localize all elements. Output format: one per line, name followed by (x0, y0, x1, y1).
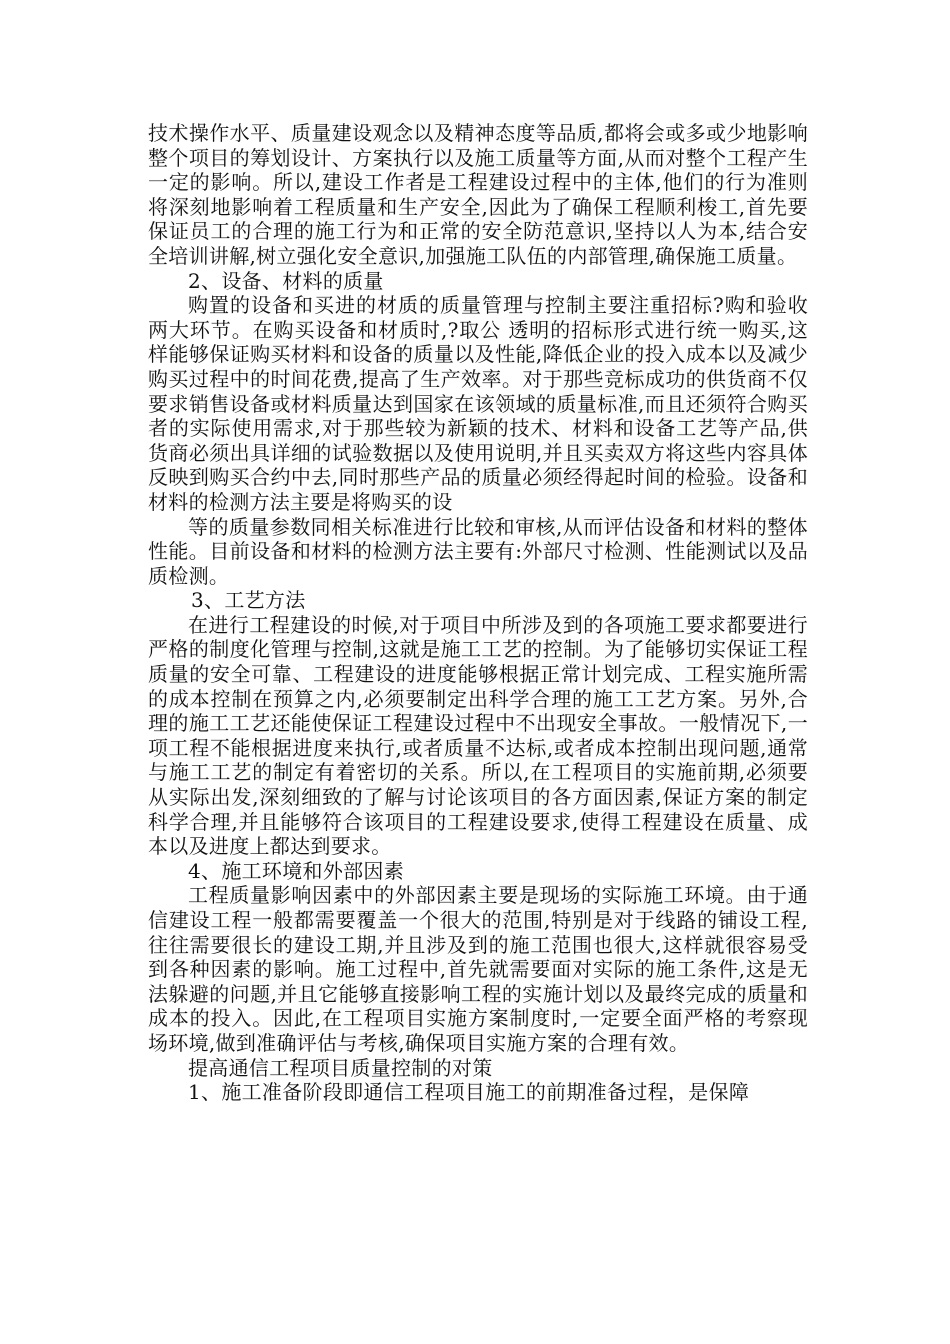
paragraph-procurement: 购置的设备和买进的材质的质量管理与控制主要注重招标?购和验收两大环节。在购买设备和材质时,?取公 透明的招标形式进行统一购买,这样能够保证购买材料和设备的质量以及性能,降低企业的投入成本以及减少购买过程中的时间花费,提高了生产效率。对于那些竞标成功的供货商不仅要求销售设备或材料质量达到国家在该领域的质量标准,而且还须符合购买者的实际使用需求,对于那些较为新颖的技术、材料和设备工艺等产品,供货商必须出具详细的试验数据以及使用说明,并且买卖双方将这些内容具体反映到购买合约中去,同时那些产品的质量必须经得起时间的检验。设备和材料的检测方法主要是将购买的设 (148, 293, 808, 514)
paragraph-inspection-methods: 等的质量参数同相关标准进行比较和审核,从而评估设备和材料的整体性能。目前设备和材料的检测方法主要有:外部尺寸检测、性能测试以及品质检测。 (148, 514, 808, 588)
section-heading-process-methods: 3、工艺方法 (191, 588, 306, 613)
paragraph-preparation-stage: 1、施工准备阶段即通信工程项目施工的前期准备过程，是保障 (188, 1080, 750, 1105)
paragraph-environment-factors: 工程质量影响因素中的外部因素主要是现场的实际施工环境。由于通信建设工程一般都需要覆盖一个很大的范围,特别是对于线路的铺设工程,往往需要很长的建设工期,并且涉及到的施工范围也很大,这样就很容易受到各种因素的影响。施工过程中,首先就需要面对实际的施工条件,这是无法躲避的问题,并且它能够直接影响工程的实施计划以及最终完成的质量和成本的投入。因此,在工程项目实施方案制度时,一定要全面严格的考察现场环境,做到准确评估与考核,确保项目实施方案的合理有效。 (148, 883, 808, 1055)
section-heading-countermeasures: 提高通信工程项目质量控制的对策 (188, 1055, 493, 1080)
document-body (148, 121, 808, 1105)
section-heading-equipment-materials: 2、设备、材料的质量 (188, 268, 384, 293)
paragraph-process-control: 在进行工程建设的时候,对于项目中所涉及到的各项施工要求都要进行严格的制度化管理与控制,这就是施工工艺的控制。为了能够切实保证工程质量的安全可靠、工程建设的进度能够根据正常计划完成、工程实施所需的成本控制在预算之内,必须要制定出科学合理的施工工艺方案。另外,合理的施工工艺还能使保证工程建设过程中不出现安全事故。一般情况下,一项工程不能根据进度来执行,或者质量不达标,或者成本控制出现问题,通常与施工工艺的制定有着密切的关系。所以,在工程项目的实施前期,必须要从实际出发,深刻细致的了解与讨论该项目的各方面因素,保证方案的制定科学合理,并且能够符合该项目的工程建设要求,使得工程建设在质量、成本以及进度上都达到要求。 (148, 612, 808, 859)
paragraph-personnel-quality: 技术操作水平、质量建设观念以及精神态度等品质,都将会或多或少地影响整个项目的筹划设计、方案执行以及施工质量等方面,从而对整个工程产生一定的影响。所以,建设工作者是工程建设过程中的主体,他们的行为准则将深刻地影响着工程质量和生产安全,因此为了确保工程顺利梭工,首先要保证员工的合理的施工行为和正常的安全防范意识,坚持以人为本,结合安全培训讲解,树立强化安全意识,加强施工队伍的内部管理,确保施工质量。 (148, 121, 808, 268)
section-heading-environment: 4、施工环境和外部因素 (188, 858, 405, 883)
